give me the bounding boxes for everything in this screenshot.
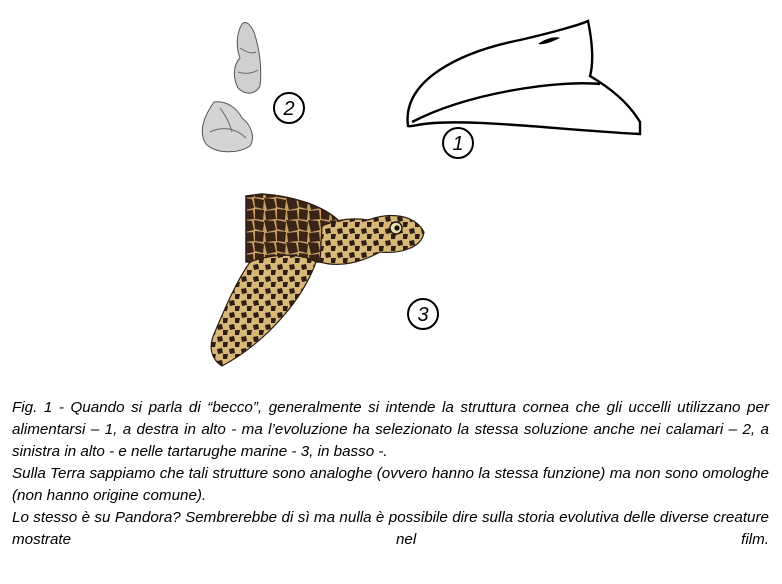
bird-beak-drawing [408,21,640,134]
figure-caption [12,397,769,551]
label-3-text: 3 [417,304,429,326]
label-1-text: 1 [452,133,464,155]
caption-paragraph-2: Sulla Terra sappiamo che tali strutture sono analoghe (ovvero hanno la stessa funzione) ma non sono omologhe (non hanno origine comune). [12,465,769,504]
sea-turtle-drawing [211,194,424,366]
label-2-marker [274,93,304,123]
label-2-text: 2 [283,98,295,120]
caption-paragraph-3: Lo stesso è su Pandora? Sembrerebbe di sì ma nulla è possibile dire sulla storia evolutiva delle diverse creature mostrate nel film. [12,509,769,548]
label-1-marker [443,128,473,158]
caption-paragraph-1: Fig. 1 - Quando si parla di “becco”, generalmente si intende la struttura cornea che gli uccelli utilizzano per alimentarsi – 1, a destra in alto - ma l’evoluzione ha selezionato la stessa soluzione anche nei calamari – 2, a sinistra in alto - e nelle tartarughe marine - 3, in basso -. [12,399,769,460]
squid-beak-drawing [202,22,260,151]
label-3-marker [408,299,438,329]
